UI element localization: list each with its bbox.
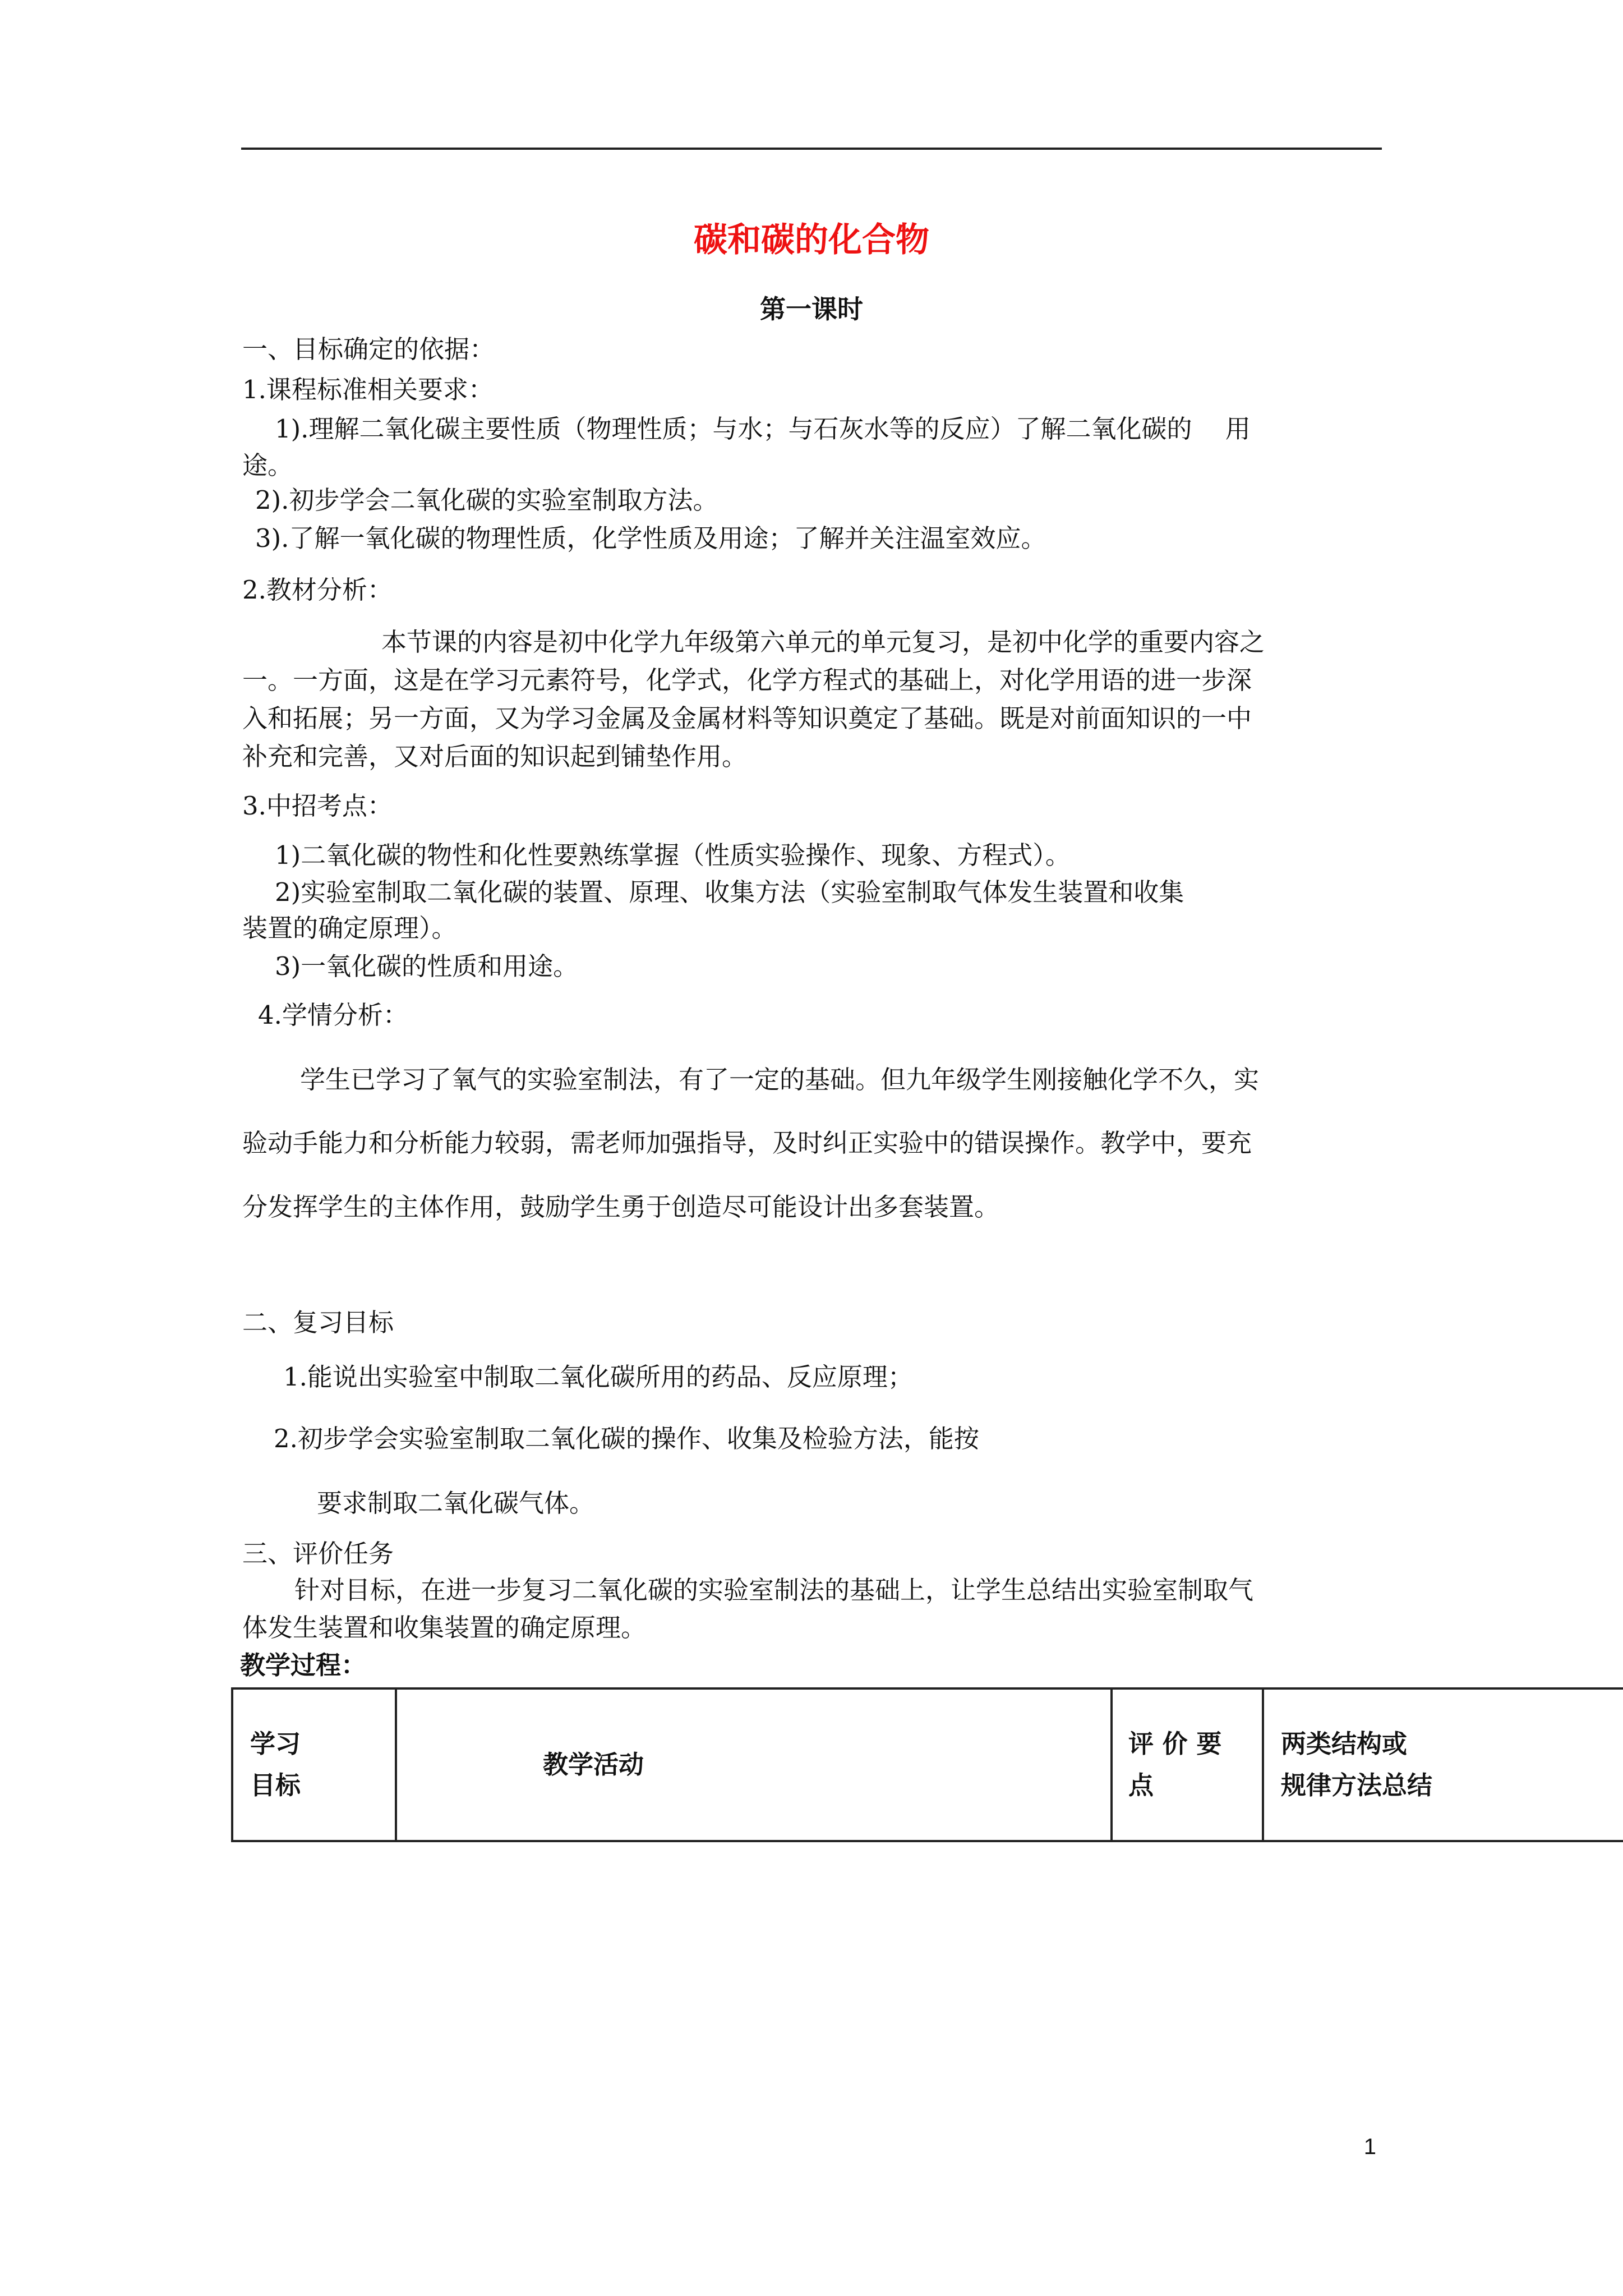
section-1-heading: 一、目标确定的依据： (242, 334, 495, 364)
document-subtitle: 第一课时 (760, 294, 863, 324)
teaching-process-table (231, 1687, 1623, 1842)
header-text: 评 价 要 (1128, 1729, 1222, 1759)
header-evaluation-points (1112, 1688, 1263, 1841)
evaluation-line: 针对目标，在进一步复习二氧化碳的实验室制法的基础上，让学生总结出实验室制取气 (294, 1575, 1254, 1605)
document-title: 碳和碳的化合物 (694, 220, 929, 260)
analysis-line: 本节课的内容是初中化学九年级第六单元的单元复习，是初中化学的重要内容之 (381, 627, 1265, 657)
teaching-process-heading: 教学过程： (240, 1650, 367, 1680)
header-rule (241, 148, 1382, 150)
header-teaching-activity (396, 1688, 1112, 1841)
header-learning-goal (232, 1688, 396, 1841)
header-text: 学习 (250, 1729, 301, 1759)
review-goal: 1.能说出实验室中制取二氧化碳所用的药品、反应原理； (283, 1362, 913, 1392)
exam-point-continued: 装置的确定原理）。 (242, 913, 457, 943)
header-text: 目标 (250, 1770, 301, 1800)
requirement-item: 2).初步学会二氧化碳的实验室制取方法。 (255, 485, 718, 515)
analysis-line: 补充和完善，又对后面的知识起到铺垫作用。 (242, 742, 748, 771)
header-text: 教学活动 (543, 1750, 644, 1779)
learner-analysis-line: 学生已学习了氧气的实验室制法，有了一定的基础。但九年级学生刚接触化学不久，实 (300, 1065, 1260, 1094)
header-text: 点 (1128, 1770, 1154, 1800)
exam-point: 1)二氧化碳的物性和化性要熟练掌握（性质实验操作、现象、方程式）。 (275, 840, 1071, 870)
learner-analysis-line: 验动手能力和分析能力较弱，需老师加强指导，及时纠正实验中的错误操作。教学中，要充 (242, 1128, 1252, 1158)
requirement-item: 1).理解二氧化碳主要性质（物理性质；与水；与石灰水等的反应）了解二氧化碳的 用 (275, 414, 1251, 444)
section-1-4-heading: 4.学情分析： (258, 1000, 408, 1030)
section-2-heading: 二、复习目标 (242, 1308, 394, 1337)
analysis-line: 一。一方面，这是在学习元素符号，化学式，化学方程式的基础上，对化学用语的进一步深 (242, 665, 1252, 695)
section-1-1-heading: 1.课程标准相关要求： (242, 375, 494, 404)
exam-point: 3)一氧化碳的性质和用途。 (275, 951, 579, 981)
evaluation-line: 体发生装置和收集装置的确定原理。 (242, 1613, 647, 1642)
section-3-heading: 三、评价任务 (242, 1539, 394, 1568)
header-text: 两类结构或 (1281, 1729, 1408, 1759)
page-number: 1 (1363, 2134, 1376, 2159)
requirement-item-continued: 途。 (242, 450, 293, 480)
exam-point: 2)实验室制取二氧化碳的装置、原理、收集方法（实验室制取气体发生装置和收集 (275, 877, 1184, 907)
analysis-line: 入和拓展；另一方面，又为学习金属及金属材料等知识奠定了基础。既是对前面知识的一中 (242, 703, 1252, 733)
review-goal-continued: 要求制取二氧化碳气体。 (317, 1488, 595, 1518)
review-goal: 2.初步学会实验室制取二氧化碳的操作、收集及检验方法，能按 (274, 1424, 979, 1453)
requirement-item: 3).了解一氧化碳的物理性质，化学性质及用途；了解并关注温室效应。 (255, 523, 1046, 553)
table-header-row (232, 1688, 1623, 1841)
section-1-3-heading: 3.中招考点： (242, 791, 393, 821)
header-method-summary (1263, 1688, 1623, 1841)
learner-analysis-line: 分发挥学生的主体作用，鼓励学生勇于创造尽可能设计出多套装置。 (242, 1192, 1000, 1222)
section-1-2-heading: 2.教材分析： (242, 575, 393, 605)
header-text: 规律方法总结 (1281, 1770, 1433, 1800)
